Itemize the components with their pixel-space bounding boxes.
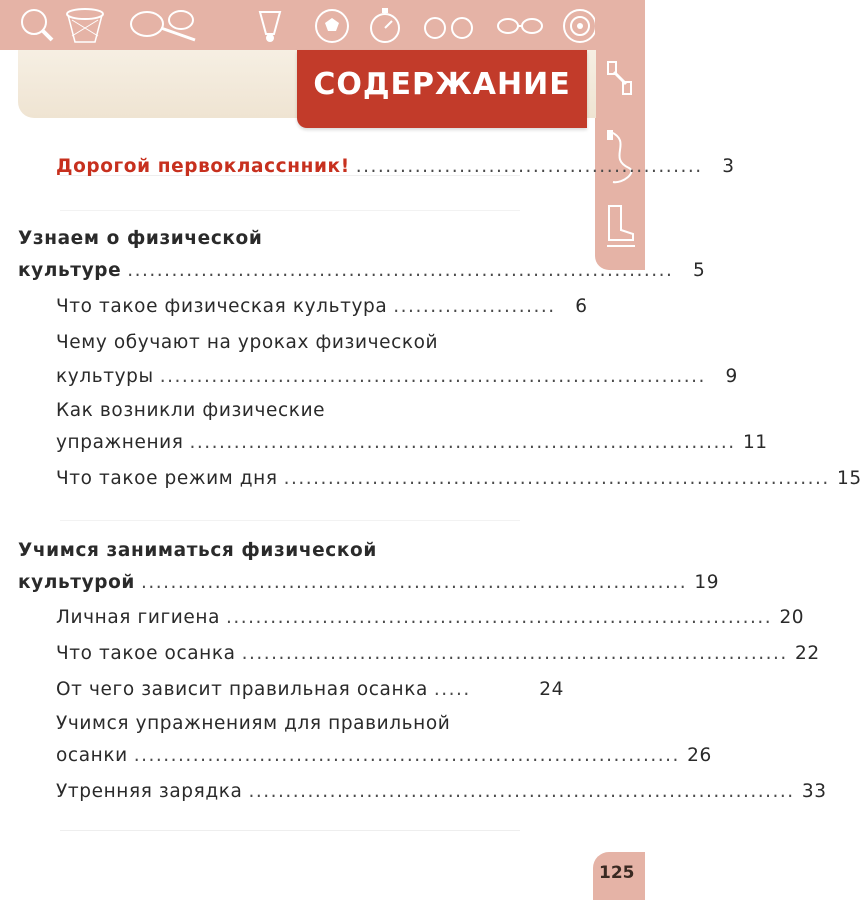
- dot-leader: .....: [433, 679, 471, 700]
- toc-page-number: 9: [725, 366, 738, 387]
- toc-entry[interactable]: [56, 607, 805, 628]
- toc-entry-label: культуре: [18, 260, 122, 281]
- dot-leader: ..........................................................................: [226, 607, 773, 628]
- toc-page-number: 5: [693, 260, 706, 281]
- dumbbell-icon: [603, 58, 637, 98]
- toc-entry-line[interactable]: Учимся упражнениям для правильной: [56, 713, 451, 734]
- toc-entry-label: культурой: [18, 572, 135, 593]
- medals-icon: [420, 6, 480, 46]
- goggles-icon: [490, 6, 550, 46]
- toc-entry-line[interactable]: Чему обучают на уроках физической: [56, 332, 439, 353]
- page-number: 125: [599, 863, 635, 883]
- toc-entry-label: осанки: [56, 745, 128, 766]
- toc-page-number: 26: [687, 745, 712, 766]
- toc-page-number: 20: [779, 607, 805, 628]
- toc-entry-label: Личная гигиена: [56, 607, 221, 628]
- toc-entry-label: Дорогой первокласснник!: [56, 156, 350, 177]
- toc-section-heading[interactable]: Учимся заниматься физической: [18, 540, 377, 561]
- toc-entry-label: Что такое осанка: [56, 643, 236, 664]
- toc-entry-label: Что такое режим дня: [56, 468, 278, 489]
- toc-entry-label: Что такое физическая культура: [56, 296, 388, 317]
- toc-entry[interactable]: [56, 296, 588, 317]
- toc-entry-section-2[interactable]: [18, 572, 720, 593]
- toc-page-number: 11: [742, 432, 768, 453]
- toc-page-number: 15: [837, 468, 862, 489]
- target-icon: [560, 6, 600, 46]
- toc-page-number: 24: [539, 679, 564, 700]
- dot-leader: ..........................................................................: [133, 745, 680, 766]
- toc-entry-label: упражнения: [56, 432, 184, 453]
- toc-entry-label: Утренняя зарядка: [56, 781, 243, 802]
- toc-entry-section-1[interactable]: [18, 260, 706, 281]
- toc-entry-label: От чего зависит правильная осанка: [56, 679, 428, 700]
- toc-entry[interactable]: [56, 679, 564, 700]
- toc-entry-intro[interactable]: [56, 156, 735, 177]
- dot-leader: ......................: [393, 296, 556, 317]
- page-title: СОДЕРЖАНИЕ: [313, 67, 571, 102]
- dot-leader: ...............................................: [355, 156, 703, 177]
- toc-entry[interactable]: [56, 366, 738, 387]
- skates-icon: [603, 200, 637, 250]
- toc-entry[interactable]: [56, 643, 820, 664]
- toc-page-number: 6: [575, 296, 588, 317]
- dot-leader: ..........................................................................: [189, 432, 736, 453]
- toc-entry[interactable]: [56, 432, 768, 453]
- toc-page-number: 3: [722, 156, 735, 177]
- dot-leader: ..........................................................................: [283, 468, 830, 489]
- basketball-hoop-icon: [60, 6, 110, 46]
- top-decorative-band: [0, 0, 645, 50]
- toc-page-number: 22: [794, 643, 820, 664]
- toc-entry-line[interactable]: Как возникли физические: [56, 400, 326, 421]
- dot-leader: ..........................................................................: [159, 366, 706, 387]
- stopwatch-icon: [365, 6, 405, 46]
- dot-leader: ..........................................................................: [248, 781, 795, 802]
- toc-entry[interactable]: [56, 781, 827, 802]
- title-box: [297, 50, 587, 128]
- soccer-ball-icon: [312, 6, 352, 46]
- toc-entry[interactable]: [56, 468, 862, 489]
- toc-page-number: 19: [694, 572, 720, 593]
- shuttlecock-icon: [250, 6, 290, 46]
- toc-section-heading[interactable]: Узнаем о физической: [18, 228, 263, 249]
- dot-leader: ..........................................................................: [127, 260, 674, 281]
- page-number-badge: [593, 852, 645, 900]
- dot-leader: ..........................................................................: [241, 643, 788, 664]
- toc-page-number: 33: [801, 781, 827, 802]
- right-decorative-band: [595, 0, 645, 270]
- tennis-racket-icon: [125, 6, 205, 46]
- dot-leader: ..........................................................................: [140, 572, 688, 593]
- toc-entry[interactable]: [56, 745, 712, 766]
- table-tennis-paddle-icon: [18, 6, 58, 44]
- toc-entry-label: культуры: [56, 366, 154, 387]
